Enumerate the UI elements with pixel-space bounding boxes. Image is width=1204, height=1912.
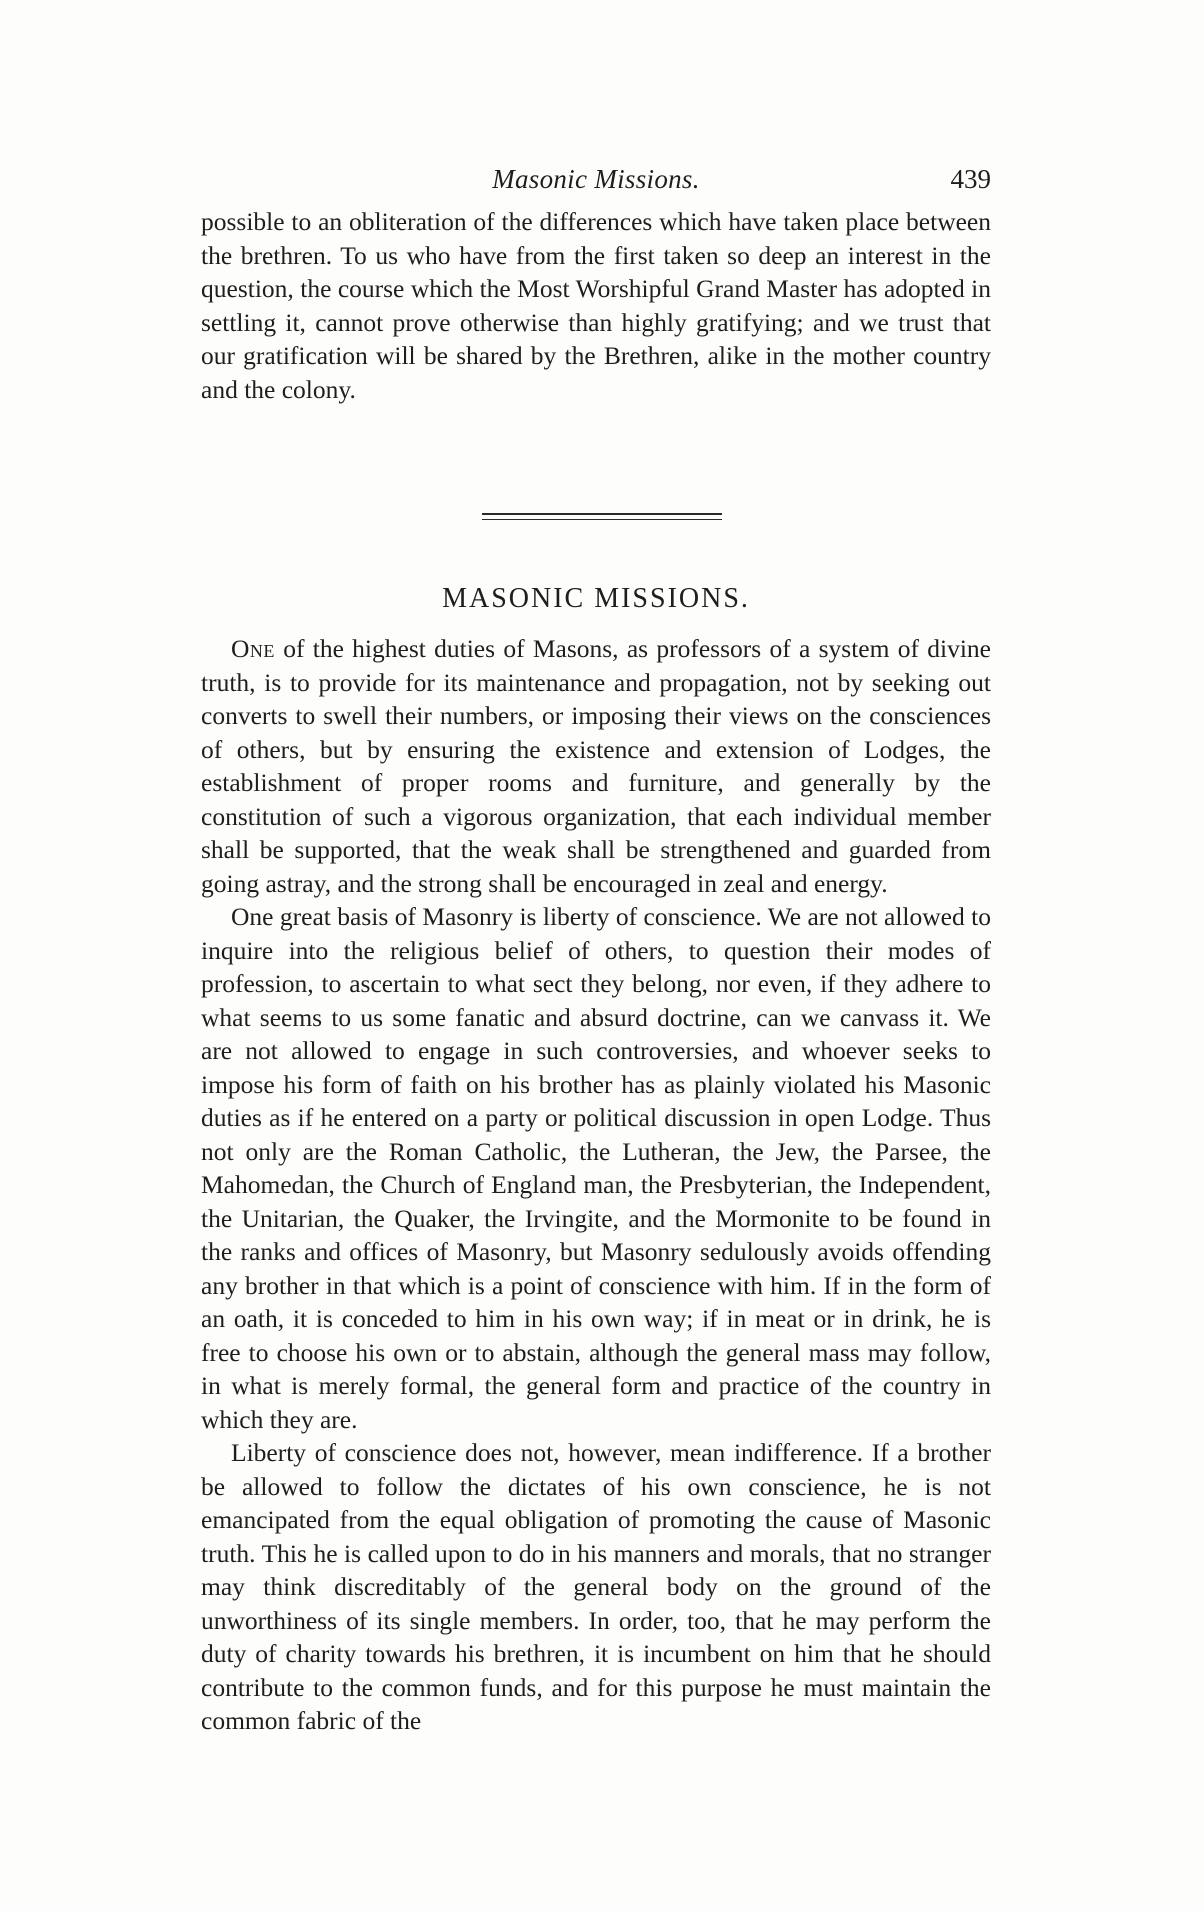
article-paragraph-3: Liberty of conscience does not, however, mean indifference. If a brother be allowed to follow the dictates of his own conscience, he is not emancipated from the equal obligation of promoting the cause of Masonic truth. This he is called upon to do in his manners and morals, that no stranger may think discreditably of the general body on the ground of the unworthiness of its single members. In order, too, that he may perform the duty of charity towards his brethren, it is incumbent on him that he should contribute to the common funds, and for this purpose he must maintain the common fabric of the [201,1438,991,1735]
divider-rule-thick [482,513,722,515]
page-number: 439 [950,164,991,194]
article-body [201,632,991,1738]
divider-rule-thin [482,519,722,520]
section-divider [482,513,722,519]
article-heading: MASONIC MISSIONS. [442,583,750,614]
paragraph-text: of the highest duties of Masons, as professors of a system of divine truth, is to provide for its maintenance and propagation, not by seeking out converts to swell their numbers, or imposing their views on the consciences of others, but by ensuring the existence and extension of Lodges, the establishment of proper rooms and furniture, and generally by the constitution of such a vigorous organization, that each individual member shall be supported, that the weak shall be strengthened and guarded from going astray, and the strong shall be encouraged in zeal and energy. [201,634,991,898]
continuation-paragraph: possible to an obliteration of the differences which have taken place between the brethren. To us who have from the first taken so deep an interest in the question, the course which the Most Worshipful Grand Master has adopted in settling it, cannot prove otherwise than highly gratifying; and we trust that our gratification will be shared by the Brethren, alike in the mother country and the colony. [201,207,991,404]
article-paragraph-1 [201,632,991,900]
continuation-text-block [201,205,991,406]
article-paragraph-2: One great basis of Masonry is liberty of conscience. We are not allowed to inquire into the religious belief of others, to question their modes of profession, to ascertain to what sect they belong, nor even, if they adhere to what seems to us some fanatic and absurd doctrine, can we canvass it. We are not allowed to engage in such controversies, and whoever seeks to impose his form of faith on his brother has as plainly violated his Masonic duties as if he entered on a party or political discussion in open Lodge. Thus not only are the Roman Catholic, the Lutheran, the Jew, the Parsee, the Mahomedan, the Church of England man, the Presbyterian, the Independent, the Unitarian, the Quaker, the Irvingite, and the Mormonite to be found in the ranks and offices of Masonry, but Masonry sedulously avoids offending any brother in that which is a point of conscience with him. If in the form of an oath, it is conceded to him in his own way; if in meat or in drink, he is free to choose his own or to abstain, although the general mass may follow, in what is merely formal, the general form and practice of the country in which they are. [201,902,991,1434]
running-head [201,164,991,204]
running-title: Masonic Missions. [492,164,700,194]
paragraph-lead-word: One [231,634,275,663]
